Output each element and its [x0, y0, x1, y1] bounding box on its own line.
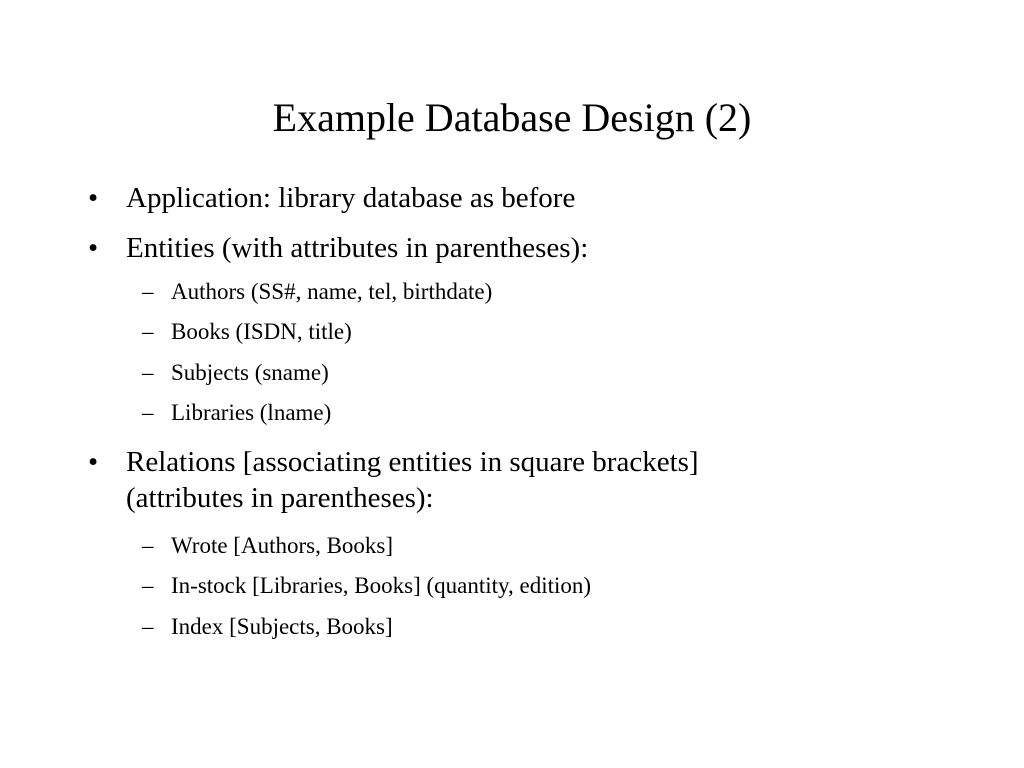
sub-bullet-text: Authors (SS#, name, tel, birthdate): [171, 279, 493, 304]
sub-bullet-marker: –: [142, 614, 154, 639]
bullet-text-line-2: (attributes in parentheses):: [126, 482, 434, 514]
sub-bullet-marker: –: [142, 279, 154, 304]
bullet-item-relations: [88, 444, 846, 516]
sub-bullet-text: Index [Subjects, Books]: [171, 614, 393, 639]
sub-bullet-marker: –: [142, 533, 154, 558]
sub-bullet-text: Libraries (lname): [171, 400, 332, 425]
sub-bullet-marker: –: [142, 360, 154, 385]
bullet-marker: •: [88, 182, 99, 214]
bullet-text-line-1: Relations [associating entities in square brackets]: [126, 446, 699, 478]
sub-bullet-in-stock: [142, 571, 871, 601]
bullet-text: Entities (with attributes in parentheses):: [126, 232, 589, 264]
sub-bullet-index: [142, 612, 871, 642]
sub-bullet-marker: –: [142, 573, 154, 598]
bullet-text: Application: library database as before: [126, 182, 576, 214]
sub-bullet-text: In-stock [Libraries, Books] (quantity, edition): [171, 573, 592, 598]
sub-bullet-authors: [142, 277, 871, 307]
bullet-marker: •: [88, 446, 99, 478]
sub-bullet-marker: –: [142, 400, 154, 425]
sub-bullet-text: Wrote [Authors, Books]: [171, 533, 394, 558]
sub-bullet-wrote: [142, 531, 871, 561]
bullet-item-application: [88, 180, 846, 216]
slide-title: Example Database Design (2): [272, 95, 752, 140]
sub-bullet-books: [142, 317, 871, 347]
bullet-marker: •: [88, 232, 99, 264]
sub-bullet-libraries: [142, 398, 871, 428]
sub-bullet-subjects: [142, 358, 871, 388]
sub-bullet-marker: –: [142, 319, 154, 344]
sub-bullet-text: Subjects (sname): [171, 360, 329, 385]
bullet-item-entities: [88, 230, 846, 266]
sub-bullet-text: Books (ISDN, title): [171, 319, 352, 344]
